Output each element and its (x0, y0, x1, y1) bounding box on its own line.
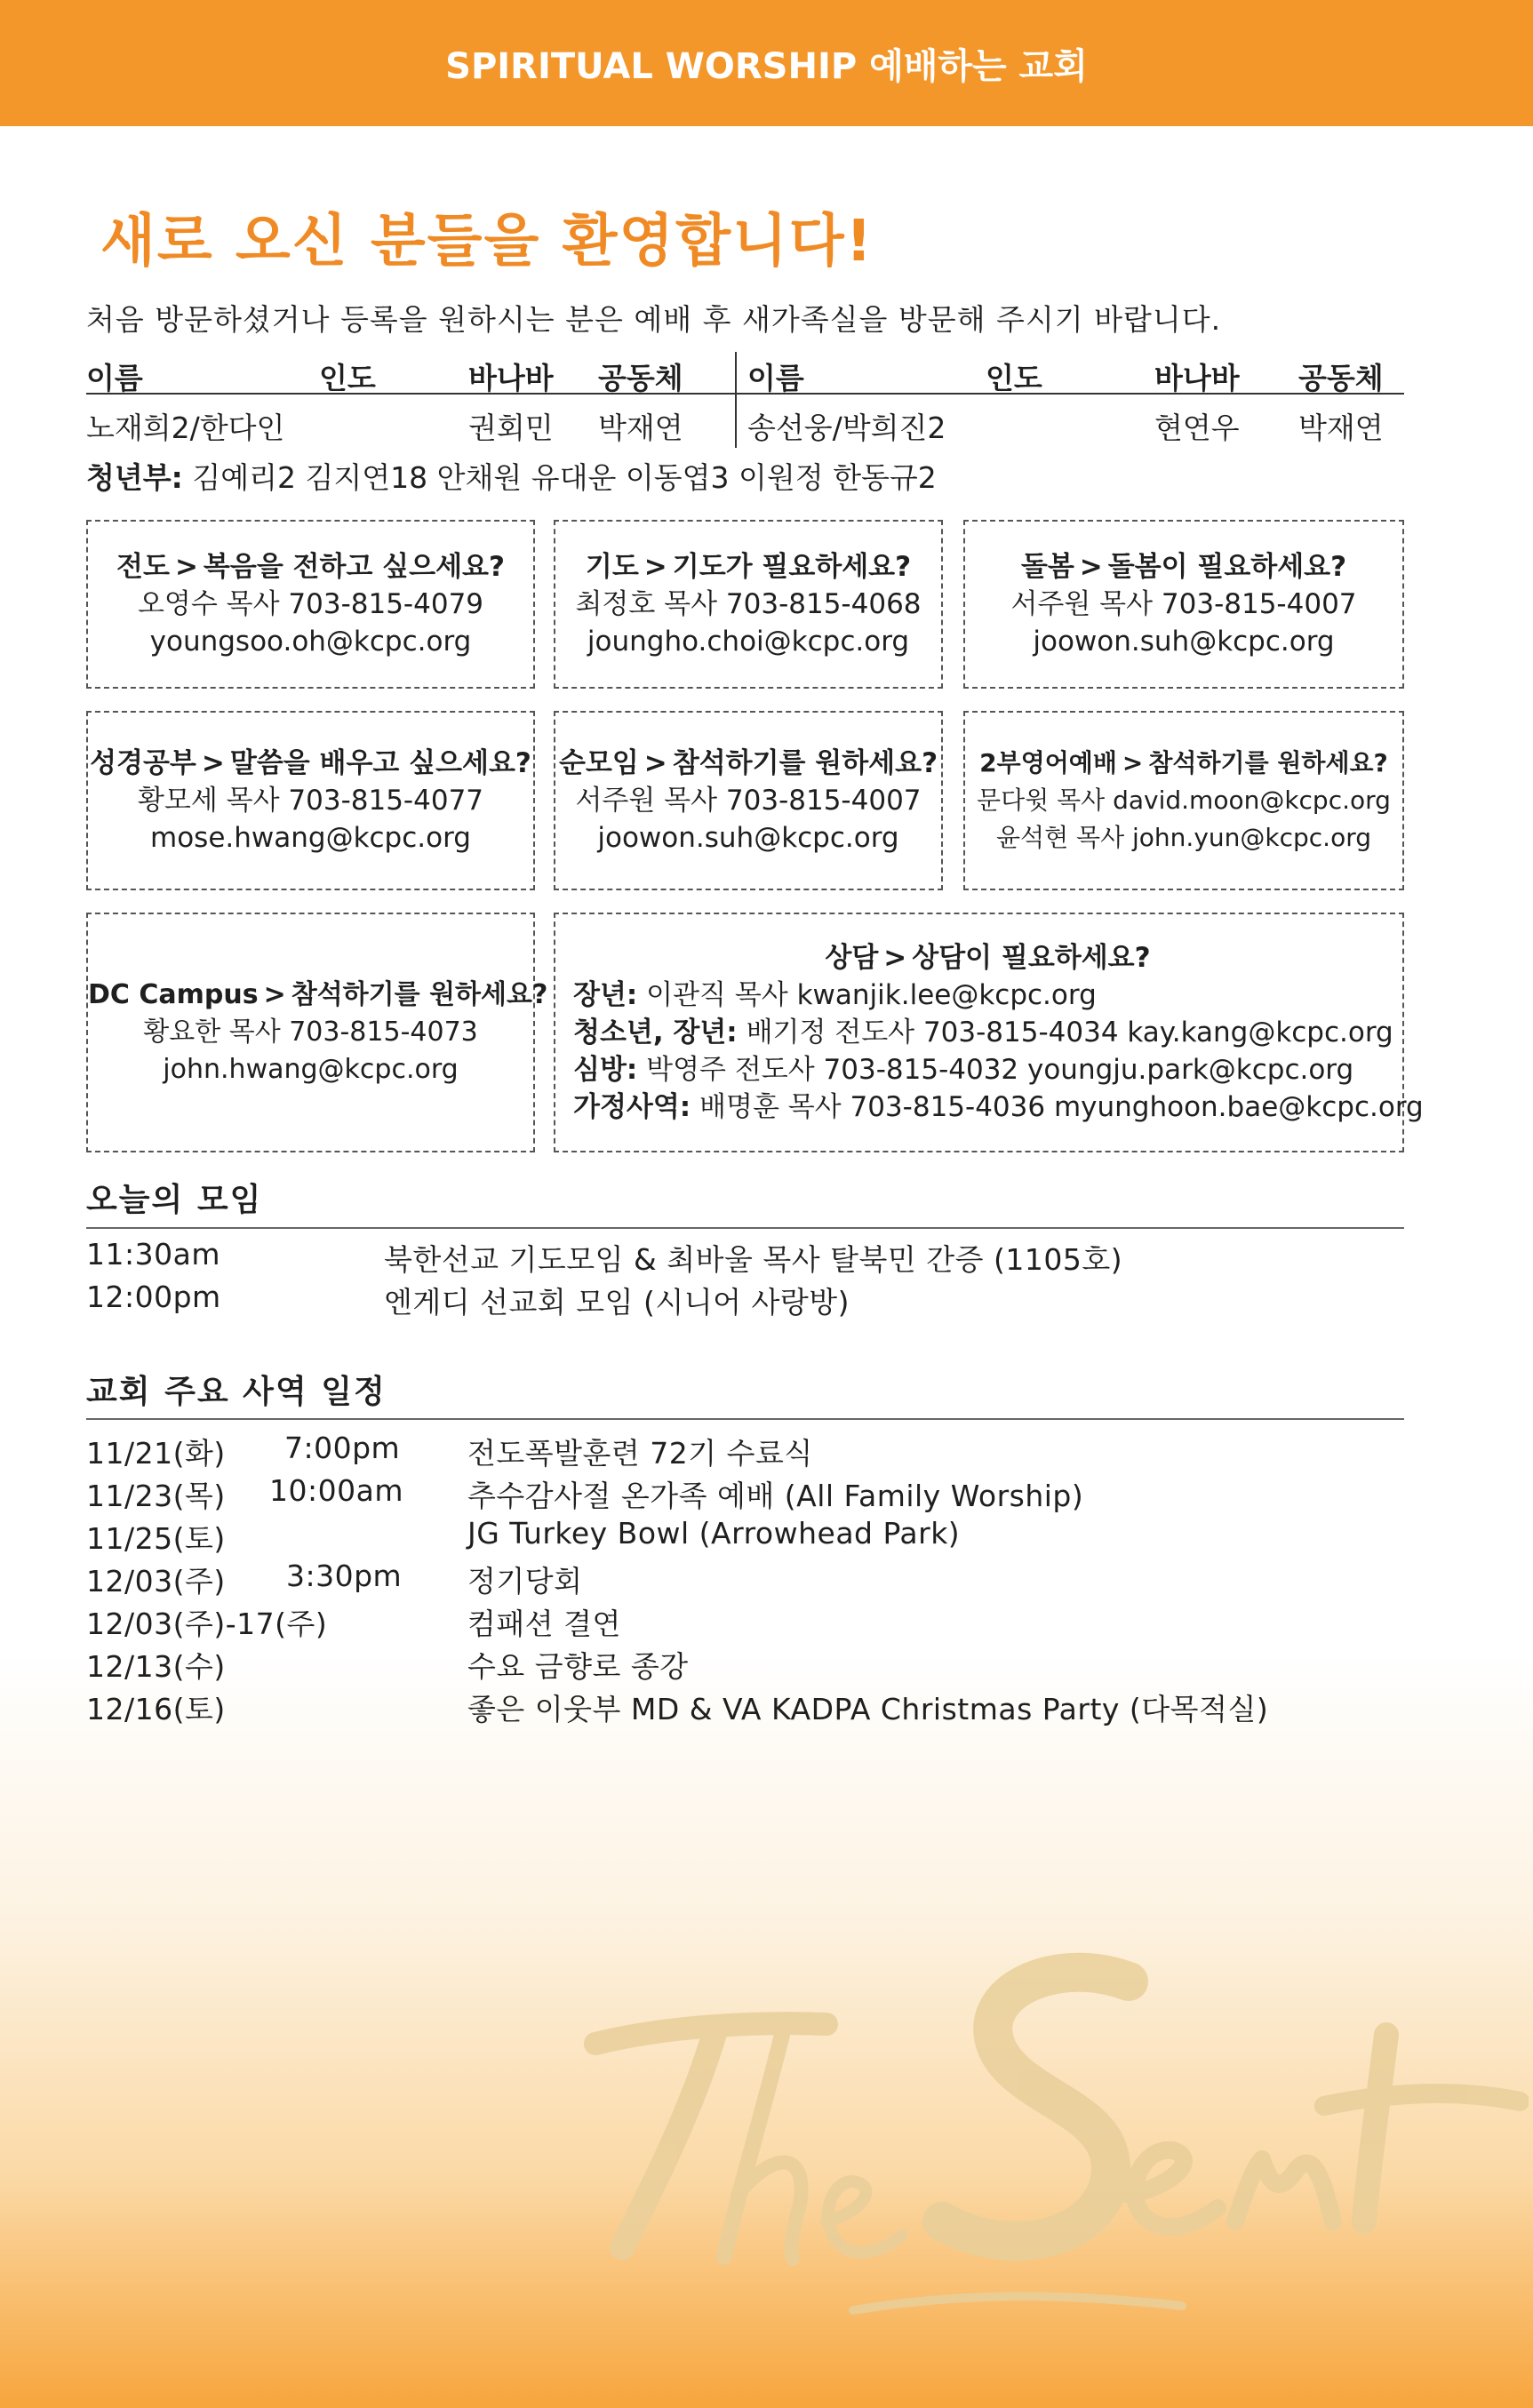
box-email: joungho.choi@kcpc.org (587, 626, 910, 658)
counsel-row (573, 1014, 1402, 1051)
box-email: john.hwang@kcpc.org (163, 1054, 459, 1085)
schedule-date: 11/23(목) (86, 1479, 226, 1513)
schedule-time: 10:00am (269, 1473, 403, 1508)
welcome-intro: 처음 방문하셨거나 등록을 원하시는 분은 예배 후 새가족실을 방문해 주시기 바랍니다. (86, 302, 1222, 337)
schedule-date: 12/03(주) (86, 1564, 226, 1599)
col-name-2: 이름 (747, 361, 804, 395)
box-heading-topic: 상담 (825, 942, 879, 974)
youth-names: 김예리2 김지연18 안채원 유대운 이동엽3 이원정 한동규2 (192, 460, 937, 495)
counsel-row-label: 가정사역: (573, 1091, 691, 1123)
box-contact: 황요한 목사 703-815-4073 (143, 1017, 478, 1048)
newcomer-name-2: 송선웅/박희진2 (747, 411, 946, 445)
today-time: 12:00pm (86, 1280, 221, 1314)
box-heading-topic: DC Campus (88, 979, 259, 1010)
schedule-date: 11/25(토) (86, 1521, 226, 1556)
schedule-desc: 정기당회 (467, 1564, 583, 1599)
box-email: joowon.suh@kcpc.org (1033, 626, 1335, 658)
divider (86, 1227, 1404, 1229)
box-contact-2: 윤석현 목사 john.yun@kcpc.org (995, 823, 1371, 852)
col-name: 이름 (86, 361, 143, 395)
counsel-row-text: 박영주 전도사 703-815-4032 youngju.park@kcpc.org (646, 1054, 1354, 1086)
box-contact: 문다윗 목사 david.moon@kcpc.org (977, 785, 1391, 815)
box-heading-topic: 2부영어예배 (979, 748, 1117, 777)
ministry-box-counseling (554, 913, 1424, 1152)
box-heading-question: 기도가 필요하세요? (672, 551, 912, 583)
chevron-right-icon: > (883, 942, 907, 974)
box-heading (88, 745, 533, 782)
counsel-row-text: 이관직 목사 kwanjik.lee@kcpc.org (646, 979, 1097, 1011)
chevron-right-icon: > (1079, 551, 1103, 583)
box-heading-topic: 순모임 (558, 747, 639, 779)
schedule-date: 12/16(토) (86, 1692, 226, 1726)
col-guide-2: 인도 (986, 361, 1042, 395)
newcomer-barnabas: 권회민 (468, 411, 554, 445)
box-heading-topic: 성경공부 (90, 747, 196, 779)
box-heading (555, 548, 941, 586)
chevron-right-icon: > (643, 551, 667, 583)
today-title: 오늘의 모임 (86, 1182, 263, 1218)
box-heading (555, 745, 941, 782)
ministry-box-care (963, 520, 1404, 689)
chevron-right-icon: > (263, 979, 286, 1010)
header-banner (0, 0, 1533, 126)
schedule-desc: 좋은 이웃부 MD & VA KADPA Christmas Party (다목적실) (467, 1692, 1269, 1726)
schedule-desc: JG Turkey Bowl (Arrowhead Park) (467, 1516, 961, 1551)
box-email: youngsoo.oh@kcpc.org (149, 626, 472, 658)
schedule-desc: 전도폭발훈련 72기 수료식 (467, 1436, 813, 1471)
schedule-desc: 컴패션 결연 (467, 1607, 621, 1641)
schedule-desc: 수요 금향로 종강 (467, 1649, 689, 1684)
welcome-title: 새로 오신 분들을 환영합니다! (100, 209, 874, 275)
box-heading (965, 745, 1402, 782)
newcomer-barnabas-2: 현연우 (1154, 411, 1240, 445)
ministry-box-bible-study (86, 711, 535, 890)
ministry-box-prayer (554, 520, 943, 689)
box-heading-topic: 돌봄 (1020, 551, 1074, 583)
today-desc: 북한선교 기도모임 & 최바울 목사 탈북민 간증 (1105호) (384, 1242, 1123, 1277)
box-contact: 최정호 목사 703-815-4068 (575, 588, 922, 620)
chevron-right-icon: > (643, 747, 667, 779)
today-desc: 엔게디 선교회 모임 (시니어 사랑방) (384, 1285, 850, 1320)
counsel-row-label: 청소년, 장년: (573, 1017, 738, 1049)
chevron-right-icon: > (201, 747, 225, 779)
box-heading-question: 참석하기를 원하세요? (672, 747, 938, 779)
counsel-row (573, 1051, 1402, 1088)
ministry-box-dc-campus (86, 913, 548, 1152)
box-heading-question: 상담이 필요하세요? (912, 942, 1151, 974)
schedule-time: 3:30pm (286, 1559, 403, 1593)
box-contact: 서주원 목사 703-815-4007 (1010, 588, 1357, 620)
box-email: joowon.suh@kcpc.org (597, 822, 899, 854)
counsel-row-label: 장년: (573, 979, 638, 1011)
col-guide: 인도 (319, 361, 376, 395)
divider (86, 1418, 1404, 1420)
counsel-row (573, 1088, 1424, 1126)
box-heading (965, 548, 1402, 586)
box-heading-topic: 기도 (585, 551, 639, 583)
newcomer-name: 노재희2/한다인 (86, 411, 285, 445)
box-heading-topic: 전도 (116, 551, 170, 583)
chevron-right-icon: > (174, 551, 198, 583)
schedule-desc: 추수감사절 온가족 예배 (All Family Worship) (467, 1479, 1084, 1513)
box-contact: 서주원 목사 703-815-4007 (575, 785, 922, 817)
col-community: 공동체 (598, 361, 683, 395)
counsel-row-text: 배명훈 목사 703-815-4036 myunghoon.bae@kcpc.org (699, 1091, 1424, 1123)
col-barnabas-2: 바나바 (1154, 361, 1240, 395)
col-barnabas: 바나바 (468, 361, 554, 395)
box-heading-question: 말씀을 배우고 싶으세요? (229, 747, 531, 779)
box-contact: 오영수 목사 703-815-4079 (137, 588, 484, 620)
chevron-right-icon: > (1122, 748, 1144, 777)
box-heading-question: 복음을 전하고 싶으세요? (203, 551, 505, 583)
schedule-time: 7:00pm (284, 1431, 401, 1465)
schedule-date: 12/03(주)-17(주) (86, 1607, 328, 1641)
ministry-box-evangelism (86, 520, 535, 689)
the-sent-logo (560, 1928, 1529, 2337)
schedule-date: 11/21(화) (86, 1436, 226, 1471)
counsel-row-label: 심방: (573, 1054, 638, 1086)
box-heading (88, 548, 533, 586)
newcomer-community: 박재연 (598, 411, 683, 445)
today-time: 11:30am (86, 1237, 220, 1272)
header-title: SPIRITUAL WORSHIP 예배하는 교회 (445, 45, 1088, 87)
counsel-row (573, 977, 1402, 1014)
box-heading (88, 977, 548, 1014)
box-heading-question: 돌봄이 필요하세요? (1107, 551, 1347, 583)
box-email: mose.hwang@kcpc.org (150, 822, 471, 854)
box-heading (573, 939, 1402, 977)
schedule-title: 교회 주요 사역 일정 (86, 1374, 387, 1410)
col-community-2: 공동체 (1298, 361, 1384, 395)
table-row (86, 352, 1404, 445)
box-heading-question: 참석하기를 원하세요? (1148, 748, 1388, 777)
ministry-box-small-group (554, 711, 943, 890)
box-contact: 황모세 목사 703-815-4077 (137, 785, 484, 817)
schedule-date: 12/13(수) (86, 1649, 226, 1684)
youth-label: 청년부: (86, 460, 183, 495)
ministry-box-english-service (963, 711, 1404, 890)
youth-line (86, 455, 937, 497)
box-heading-question: 참석하기를 원하세요? (291, 979, 548, 1010)
newcomer-community-2: 박재연 (1298, 411, 1384, 445)
counsel-row-text: 배기정 전도사 703-815-4034 kay.kang@kcpc.org (746, 1017, 1393, 1049)
newcomer-table (86, 352, 1404, 445)
